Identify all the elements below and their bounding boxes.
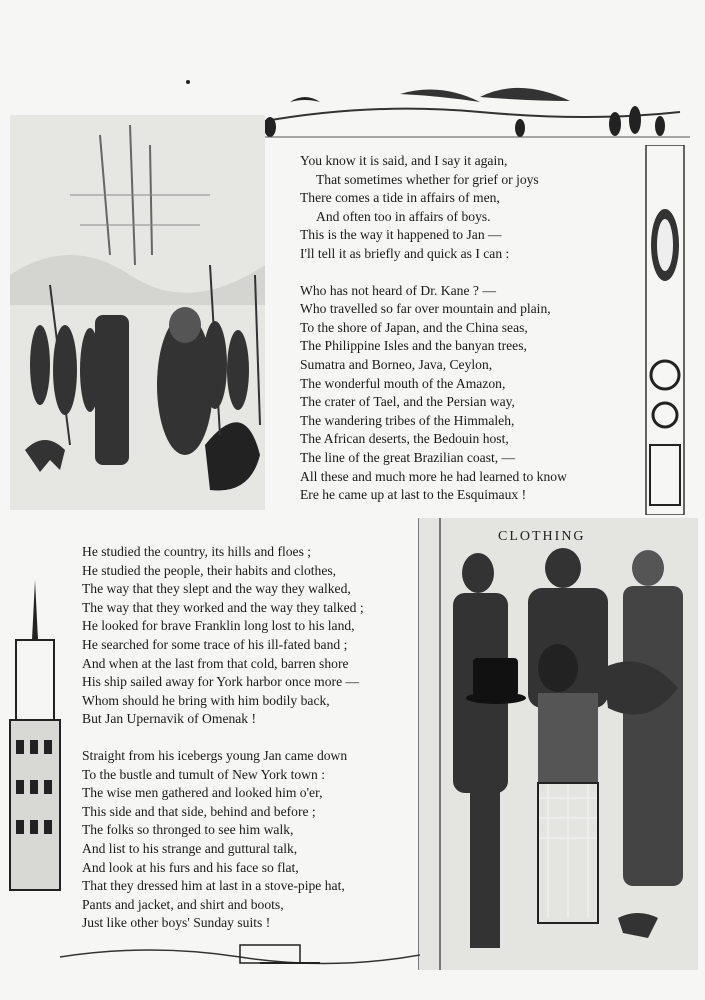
verse-bottom [82,543,364,933]
verse-line: The way that they slept and the way they walked, [82,581,351,597]
verse-line: And often too in affairs of boys. [316,208,491,224]
shop-sign: CLOTHING [498,529,586,544]
verse-line: The Philippine Isles and the banyan trees, [300,338,527,354]
right-border-illustration [640,145,690,515]
verse-top [300,152,567,505]
verse-line: This side and that side, behind and before ; [82,803,316,819]
stanza-break [82,729,364,747]
verse-line: You know it is said, and I say it again, [300,153,508,168]
verse-line: He studied the people, their habits and clothes, [82,562,337,578]
verse-line: That they dressed him at last in a stove-pipe hat, [82,878,345,894]
verse-line: There comes a tide in affairs of men, [300,190,500,206]
verse-line: And look at his furs and his face so flat, [82,859,299,875]
verse-line: To the shore of Japan, and the China seas, [300,319,528,335]
verse-line: He searched for some trace of his ill-fated band ; [82,636,348,652]
stanza-break [300,264,567,282]
verse-line: And list to his strange and guttural talk, [82,840,298,856]
verse-line: The way that they worked and the way they talked ; [82,599,364,615]
verse-line: Whom should he bring with him bodily back, [82,692,330,708]
verse-line: And when at the last from that cold, barren shore [82,655,349,671]
verse-line: The folks so thronged to see him walk, [82,822,294,838]
top-frieze-illustration [250,82,690,144]
verse-line: To the bustle and tumult of New York town : [82,766,325,782]
verse-line: Who has not heard of Dr. Kane ? — [300,282,496,298]
verse-line: The African deserts, the Bedouin host, [300,431,509,447]
verse-line: All these and much more he had learned to know [300,468,567,484]
clothing-shop-illustration [418,518,698,970]
verse-line: His ship sailed away for York harbor once more — [82,674,360,690]
verse-line: Just like other boys' Sunday suits ! [82,915,271,931]
verse-line: He looked for brave Franklin long lost to his land, [82,618,355,634]
ink-speck [186,80,190,84]
verse-line: This is the way it happened to Jan — [300,227,502,243]
verse-line: The wandering tribes of the Himmaleh, [300,412,515,428]
verse-line: But Jan Upernavik of Omenak ! [82,711,257,727]
arctic-meeting-illustration [10,115,265,510]
verse-line: Ere he came up at last to the Esquimaux ! [300,487,527,503]
verse-line: Straight from his icebergs young Jan came down [82,747,348,763]
verse-line: The crater of Tael, and the Persian way, [300,394,515,410]
verse-line: I'll tell it as briefly and quick as I can : [300,245,510,261]
verse-line: That sometimes whether for grief or joys [316,171,539,187]
verse-line: The line of the great Brazilian coast, — [300,449,516,465]
verse-line: He studied the country, its hills and floes ; [82,544,312,559]
bottom-frieze-illustration [60,935,420,971]
city-building-illustration [6,520,64,900]
verse-line: Pants and jacket, and shirt and boots, [82,896,284,912]
verse-line: Who travelled so far over mountain and plain, [300,301,551,317]
verse-line: Sumatra and Borneo, Java, Ceylon, [300,356,493,372]
verse-line: The wonderful mouth of the Amazon, [300,375,506,391]
verse-line: The wise men gathered and looked him o'er, [82,785,323,801]
